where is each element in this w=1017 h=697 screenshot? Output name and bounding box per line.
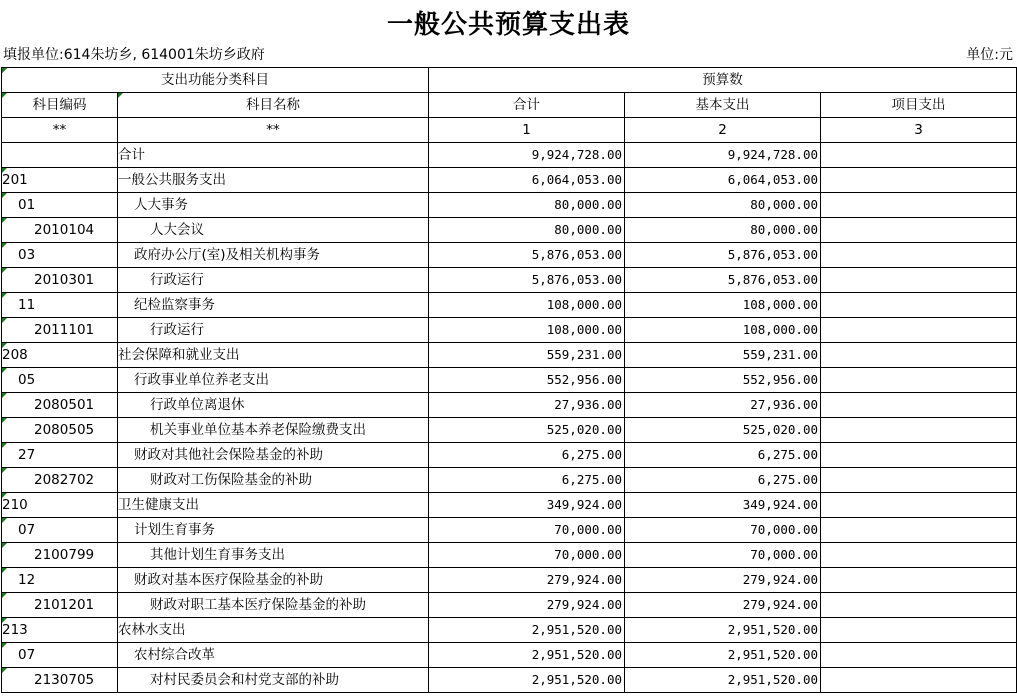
cell-basic: [625, 593, 821, 618]
cell-marker-icon: [2, 293, 7, 298]
cell-code: [2, 318, 118, 343]
cell-code: [2, 243, 118, 268]
table-row: [2, 218, 1017, 243]
cell-code-text: 2082702: [34, 472, 95, 488]
cell-marker-icon: [2, 643, 7, 648]
header-project: 项目支出: [821, 93, 1017, 118]
cell-basic: [625, 268, 821, 293]
cell-total-text: 6,275.00: [561, 472, 622, 487]
table-row: [2, 543, 1017, 568]
cell-basic: [625, 168, 821, 193]
cell-code: [2, 443, 118, 468]
table-row: [2, 243, 1017, 268]
cell-basic: [625, 468, 821, 493]
table-row: [2, 618, 1017, 643]
cell-basic: [625, 243, 821, 268]
cell-code: [2, 568, 118, 593]
cell-name-text: 行政事业单位养老支出: [134, 372, 269, 388]
table-row: [2, 268, 1017, 293]
cell-code: [2, 193, 118, 218]
cell-total: [429, 543, 625, 568]
cell-basic: [625, 493, 821, 518]
cell-code-text: 07: [18, 522, 36, 538]
cell-name-text: 合计: [118, 147, 145, 163]
cell-code: [2, 543, 118, 568]
cell-basic-text: 9,924,728.00: [727, 147, 818, 162]
cell-project: [821, 168, 1017, 193]
cell-basic: [625, 518, 821, 543]
cell-total-text: 70,000.00: [554, 547, 622, 562]
cell-code-text: 05: [18, 372, 36, 388]
cell-name-text: 对村民委员会和村党支部的补助: [150, 672, 339, 688]
cell-name: [118, 618, 429, 643]
cell-name-text: 行政单位离退休: [150, 397, 245, 413]
cell-code: [2, 143, 118, 168]
cell-basic-text: 2,951,520.00: [727, 647, 818, 662]
cell-total: [429, 668, 625, 693]
cell-code: [2, 368, 118, 393]
header-name: 科目名称: [118, 93, 429, 118]
table-row: [2, 668, 1017, 693]
cell-marker-icon: [2, 593, 7, 598]
reporting-unit: 填报单位:614朱坊乡, 614001朱坊乡政府: [3, 47, 265, 63]
cell-basic: [625, 193, 821, 218]
cell-name-text: 财政对其他社会保险基金的补助: [134, 447, 323, 463]
cell-code: [2, 618, 118, 643]
cell-total: [429, 518, 625, 543]
cell-total: [429, 593, 625, 618]
cell-basic: [625, 343, 821, 368]
table-row: [2, 418, 1017, 443]
cell-project: [821, 568, 1017, 593]
cell-total: [429, 318, 625, 343]
table-row: [2, 593, 1017, 618]
cell-code: [2, 293, 118, 318]
cell-basic-text: 27,936.00: [750, 397, 818, 412]
cell-basic: [625, 443, 821, 468]
cell-name: [118, 343, 429, 368]
cell-code: [2, 668, 118, 693]
cell-project: [821, 468, 1017, 493]
cell-basic-text: 552,956.00: [742, 372, 818, 387]
index-project: 3: [821, 118, 1017, 143]
cell-marker-icon: [2, 468, 7, 473]
cell-name-text: 计划生育事务: [134, 522, 215, 538]
header-code: 科目编码: [2, 93, 118, 118]
cell-code-text: 07: [18, 647, 36, 663]
cell-project: [821, 543, 1017, 568]
cell-name-text: 政府办公厅(室)及相关机构事务: [134, 247, 321, 263]
cell-code: [2, 218, 118, 243]
cell-code-text: 2100799: [34, 547, 95, 563]
cell-marker-icon: [2, 418, 7, 423]
index-total: 1: [429, 118, 625, 143]
cell-total-text: 80,000.00: [554, 197, 622, 212]
cell-project: [821, 318, 1017, 343]
cell-basic: [625, 418, 821, 443]
cell-project: [821, 493, 1017, 518]
cell-code-text: 2080501: [34, 397, 95, 413]
cell-total-text: 108,000.00: [546, 322, 622, 337]
cell-name: [118, 668, 429, 693]
cell-name: [118, 443, 429, 468]
cell-name-text: 人大事务: [134, 197, 188, 213]
currency-unit: 单位:元: [966, 47, 1013, 63]
cell-code-text: 2101201: [34, 597, 95, 613]
cell-basic-text: 108,000.00: [742, 322, 818, 337]
cell-total: [429, 643, 625, 668]
cell-marker-icon: [118, 93, 123, 98]
cell-basic-text: 80,000.00: [750, 197, 818, 212]
cell-total-text: 2,951,520.00: [531, 672, 622, 687]
header-row-groups: [2, 68, 1017, 93]
table-row: [2, 193, 1017, 218]
cell-name-text: 财政对职工基本医疗保险基金的补助: [150, 597, 366, 613]
cell-name: [118, 318, 429, 343]
cell-project: [821, 443, 1017, 468]
cell-basic: [625, 318, 821, 343]
cell-marker-icon: [2, 668, 7, 673]
cell-marker-icon: [2, 193, 7, 198]
header-function-class: 支出功能分类科目: [2, 68, 429, 93]
cell-total-text: 349,924.00: [546, 497, 622, 512]
table-row: [2, 493, 1017, 518]
cell-total: [429, 368, 625, 393]
cell-name-text: 人大会议: [150, 222, 204, 238]
cell-name-text: 社会保障和就业支出: [118, 347, 240, 363]
cell-marker-icon: [2, 268, 7, 273]
cell-code-text: 208: [2, 347, 28, 363]
cell-code: [2, 518, 118, 543]
cell-code-text: 213: [2, 622, 28, 638]
cell-name-text: 卫生健康支出: [118, 497, 199, 513]
cell-basic: [625, 293, 821, 318]
cell-name: [118, 643, 429, 668]
cell-name: [118, 168, 429, 193]
cell-code-text: 2011101: [34, 322, 95, 338]
cell-project: [821, 343, 1017, 368]
cell-project: [821, 393, 1017, 418]
index-basic: 2: [625, 118, 821, 143]
table-row: [2, 468, 1017, 493]
cell-total-text: 279,924.00: [546, 597, 622, 612]
budget-table: [1, 67, 1017, 693]
cell-basic: [625, 368, 821, 393]
cell-project: [821, 143, 1017, 168]
index-name: **: [118, 118, 429, 143]
cell-code: [2, 343, 118, 368]
cell-name-text: 其他计划生育事务支出: [150, 547, 285, 563]
cell-code-text: 27: [18, 447, 36, 463]
cell-name: [118, 193, 429, 218]
cell-name: [118, 468, 429, 493]
cell-total-text: 70,000.00: [554, 522, 622, 537]
cell-total: [429, 143, 625, 168]
table-row: [2, 643, 1017, 668]
cell-marker-icon: [2, 518, 7, 523]
cell-code-text: 11: [18, 297, 36, 313]
cell-name-text: 财政对基本医疗保险基金的补助: [134, 572, 323, 588]
cell-total: [429, 343, 625, 368]
table-body: [2, 143, 1017, 693]
cell-marker-icon: [2, 343, 7, 348]
cell-total-text: 552,956.00: [546, 372, 622, 387]
cell-name: [118, 568, 429, 593]
cell-basic: [625, 568, 821, 593]
cell-total-text: 6,064,053.00: [531, 172, 622, 187]
cell-name: [118, 518, 429, 543]
cell-code: [2, 493, 118, 518]
cell-basic: [625, 668, 821, 693]
page-title: 一般公共预算支出表: [386, 10, 630, 40]
cell-basic: [625, 393, 821, 418]
cell-name-text: 行政运行: [150, 322, 204, 338]
cell-marker-icon: [2, 493, 7, 498]
cell-total-text: 108,000.00: [546, 297, 622, 312]
cell-marker-icon: [2, 93, 7, 98]
cell-code: [2, 168, 118, 193]
cell-name: [118, 243, 429, 268]
cell-marker-icon: [2, 443, 7, 448]
cell-total-text: 559,231.00: [546, 347, 622, 362]
cell-total-text: 5,876,053.00: [531, 247, 622, 262]
cell-total-text: 6,275.00: [561, 447, 622, 462]
cell-total: [429, 493, 625, 518]
table-row: [2, 343, 1017, 368]
cell-total-text: 2,951,520.00: [531, 647, 622, 662]
cell-marker-icon: [2, 243, 7, 248]
header-row-index: [2, 118, 1017, 143]
cell-basic-text: 6,275.00: [757, 447, 818, 462]
cell-basic-text: 2,951,520.00: [727, 622, 818, 637]
cell-project: [821, 368, 1017, 393]
cell-total: [429, 393, 625, 418]
cell-code-text: 12: [18, 572, 36, 588]
cell-code: [2, 393, 118, 418]
cell-marker-icon: [2, 618, 7, 623]
table-row: [2, 293, 1017, 318]
cell-name: [118, 143, 429, 168]
cell-basic-text: 70,000.00: [750, 547, 818, 562]
cell-basic: [625, 643, 821, 668]
cell-total: [429, 418, 625, 443]
cell-basic-text: 349,924.00: [742, 497, 818, 512]
cell-name: [118, 393, 429, 418]
cell-basic-text: 6,275.00: [757, 472, 818, 487]
cell-project: [821, 643, 1017, 668]
cell-total: [429, 618, 625, 643]
cell-total: [429, 443, 625, 468]
cell-basic-text: 70,000.00: [750, 522, 818, 537]
cell-code-text: 2130705: [34, 672, 95, 688]
cell-name: [118, 268, 429, 293]
cell-basic-text: 6,064,053.00: [727, 172, 818, 187]
cell-total-text: 9,924,728.00: [531, 147, 622, 162]
cell-basic: [625, 618, 821, 643]
cell-name: [118, 543, 429, 568]
cell-project: [821, 518, 1017, 543]
cell-total: [429, 268, 625, 293]
cell-code: [2, 643, 118, 668]
index-code: **: [2, 118, 118, 143]
cell-basic-text: 279,924.00: [742, 572, 818, 587]
cell-total: [429, 168, 625, 193]
cell-code-text: 2080505: [34, 422, 95, 438]
cell-name-text: 行政运行: [150, 272, 204, 288]
table-row: [2, 143, 1017, 168]
cell-project: [821, 668, 1017, 693]
cell-basic-text: 525,020.00: [742, 422, 818, 437]
cell-marker-icon: [2, 318, 7, 323]
cell-basic: [625, 218, 821, 243]
cell-total-text: 80,000.00: [554, 222, 622, 237]
cell-code-text: 2010104: [34, 222, 95, 238]
cell-code: [2, 268, 118, 293]
cell-code: [2, 418, 118, 443]
cell-marker-icon: [2, 168, 7, 173]
cell-name: [118, 218, 429, 243]
cell-name-text: 农林水支出: [118, 622, 186, 638]
cell-total-text: 27,936.00: [554, 397, 622, 412]
cell-name: [118, 493, 429, 518]
cell-name-text: 机关事业单位基本养老保险缴费支出: [150, 422, 366, 438]
cell-name: [118, 368, 429, 393]
cell-project: [821, 618, 1017, 643]
cell-marker-icon: [2, 218, 7, 223]
cell-total-text: 2,951,520.00: [531, 622, 622, 637]
cell-project: [821, 193, 1017, 218]
table-row: [2, 518, 1017, 543]
table-row: [2, 318, 1017, 343]
cell-project: [821, 293, 1017, 318]
cell-code-text: 2010301: [34, 272, 95, 288]
cell-project: [821, 268, 1017, 293]
table-row: [2, 393, 1017, 418]
cell-total: [429, 468, 625, 493]
cell-basic-text: 2,951,520.00: [727, 672, 818, 687]
table-row: [2, 368, 1017, 393]
cell-project: [821, 418, 1017, 443]
cell-marker-icon: [2, 393, 7, 398]
header-basic: 基本支出: [625, 93, 821, 118]
cell-name: [118, 418, 429, 443]
table-row: [2, 168, 1017, 193]
cell-basic-text: 108,000.00: [742, 297, 818, 312]
cell-total-text: 279,924.00: [546, 572, 622, 587]
cell-code-text: 201: [2, 172, 28, 188]
cell-name-text: 纪检监察事务: [134, 297, 215, 313]
table-row: [2, 443, 1017, 468]
cell-basic: [625, 543, 821, 568]
cell-basic-text: 5,876,053.00: [727, 272, 818, 287]
cell-name-text: 财政对工伤保险基金的补助: [150, 472, 312, 488]
cell-project: [821, 218, 1017, 243]
header-total: 合计: [429, 93, 625, 118]
cell-name-text: 农村综合改革: [134, 647, 215, 663]
cell-total: [429, 568, 625, 593]
cell-basic-text: 5,876,053.00: [727, 247, 818, 262]
cell-total: [429, 218, 625, 243]
header-row-columns: [2, 93, 1017, 118]
cell-basic: [625, 143, 821, 168]
cell-code: [2, 593, 118, 618]
cell-total: [429, 243, 625, 268]
cell-total: [429, 293, 625, 318]
cell-project: [821, 593, 1017, 618]
cell-project: [821, 243, 1017, 268]
cell-code-text: 03: [18, 247, 36, 263]
cell-basic-text: 559,231.00: [742, 347, 818, 362]
header-budget: 预算数: [429, 68, 1017, 93]
cell-name: [118, 593, 429, 618]
cell-total-text: 525,020.00: [546, 422, 622, 437]
table-row: [2, 568, 1017, 593]
cell-name-text: 一般公共服务支出: [118, 172, 226, 188]
cell-total: [429, 193, 625, 218]
cell-basic-text: 279,924.00: [742, 597, 818, 612]
cell-marker-icon: [2, 368, 7, 373]
cell-code-text: 01: [18, 197, 36, 213]
cell-marker-icon: [2, 543, 7, 548]
cell-code: [2, 468, 118, 493]
cell-marker-icon: [2, 568, 7, 573]
cell-name: [118, 293, 429, 318]
cell-basic-text: 80,000.00: [750, 222, 818, 237]
cell-code-text: 210: [2, 497, 28, 513]
cell-total-text: 5,876,053.00: [531, 272, 622, 287]
